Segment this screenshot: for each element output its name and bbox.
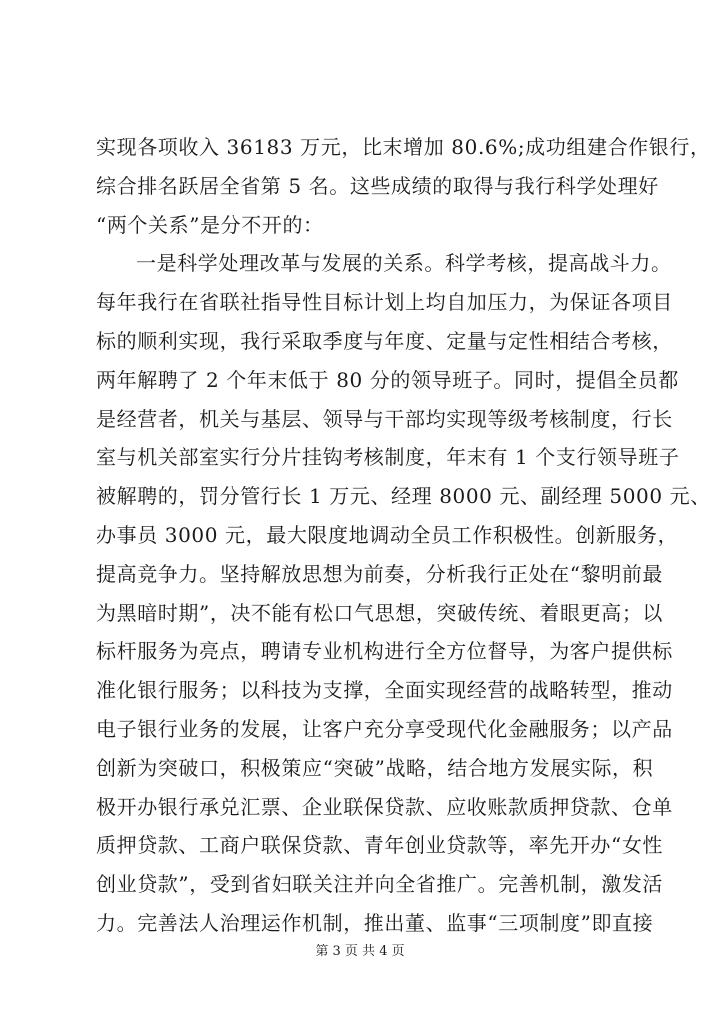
text-line: 两年解聘了 2 个年末低于 80 分的领导班子。同时，提倡全员都 — [96, 367, 679, 392]
text-line: 每年我行在省联社指导性目标计划上均自加压力，为保证各项目 — [96, 290, 673, 315]
text-line: 创新为突破口，积极策应“突破”战略，结合地方发展实际，积 — [96, 755, 654, 780]
text-line: 办事员 3000 元，最大限度地调动全员工作积极性。创新服务， — [96, 522, 679, 547]
text-line: 为黑暗时期”，决不能有松口气思想，突破传统、着眼更高；以 — [96, 600, 664, 625]
text-line: 被解聘的，罚分管行长 1 万元、经理 8000 元、副经理 5000 元、 — [96, 484, 711, 509]
text-line: 室与机关部室实行分片挂钩考核制度，年末有 1 个支行领导班子 — [96, 445, 680, 470]
text-line: 电子银行业务的发展，让客户充分享受现代化金融服务；以产品 — [96, 716, 673, 741]
body-text — [96, 128, 711, 943]
text-line: 力。完善法人治理运作机制，推出董、监事“三项制度”即直接 — [96, 910, 654, 935]
text-line: 准化银行服务；以科技为支撑，全面实现经营的战略转型，推动 — [96, 678, 673, 703]
text-line: 标的顺利实现，我行采取季度与年度、定量与定性相结合考核， — [96, 328, 673, 353]
text-line: 实现各项收入 36183 万元，比末增加 80.6%;成功组建合作银行， — [96, 135, 711, 159]
text-line: 是经营者，机关与基层、领导与干部均实现等级考核制度，行长 — [96, 406, 673, 431]
text-line: “两个关系”是分不开的： — [96, 212, 324, 237]
text-line: 创业贷款”，受到省妇联关注并向全省推广。完善机制，激发活 — [96, 872, 664, 897]
text-line: 标杆服务为亮点，聘请专业机构进行全方位督导，为客户提供标 — [96, 639, 673, 664]
text-line: 极开办银行承兑汇票、企业联保贷款、应收账款质押贷款、仓单 — [96, 794, 673, 819]
page-number-footer: 第 3 页 共 4 页 — [315, 944, 405, 959]
text-line: 综合排名跃居全省第 5 名。这些成绩的取得与我行科学处理好 — [96, 173, 659, 198]
paragraph-start-line: 一是科学处理改革与发展的关系。科学考核，提高战斗力。 — [136, 251, 672, 276]
text-line: 质押贷款、工商户联保贷款、青年创业贷款等，率先开办“女性 — [96, 833, 664, 858]
text-line: 提高竞争力。坚持解放思想为前奏，分析我行正处在“黎明前最 — [96, 561, 664, 586]
